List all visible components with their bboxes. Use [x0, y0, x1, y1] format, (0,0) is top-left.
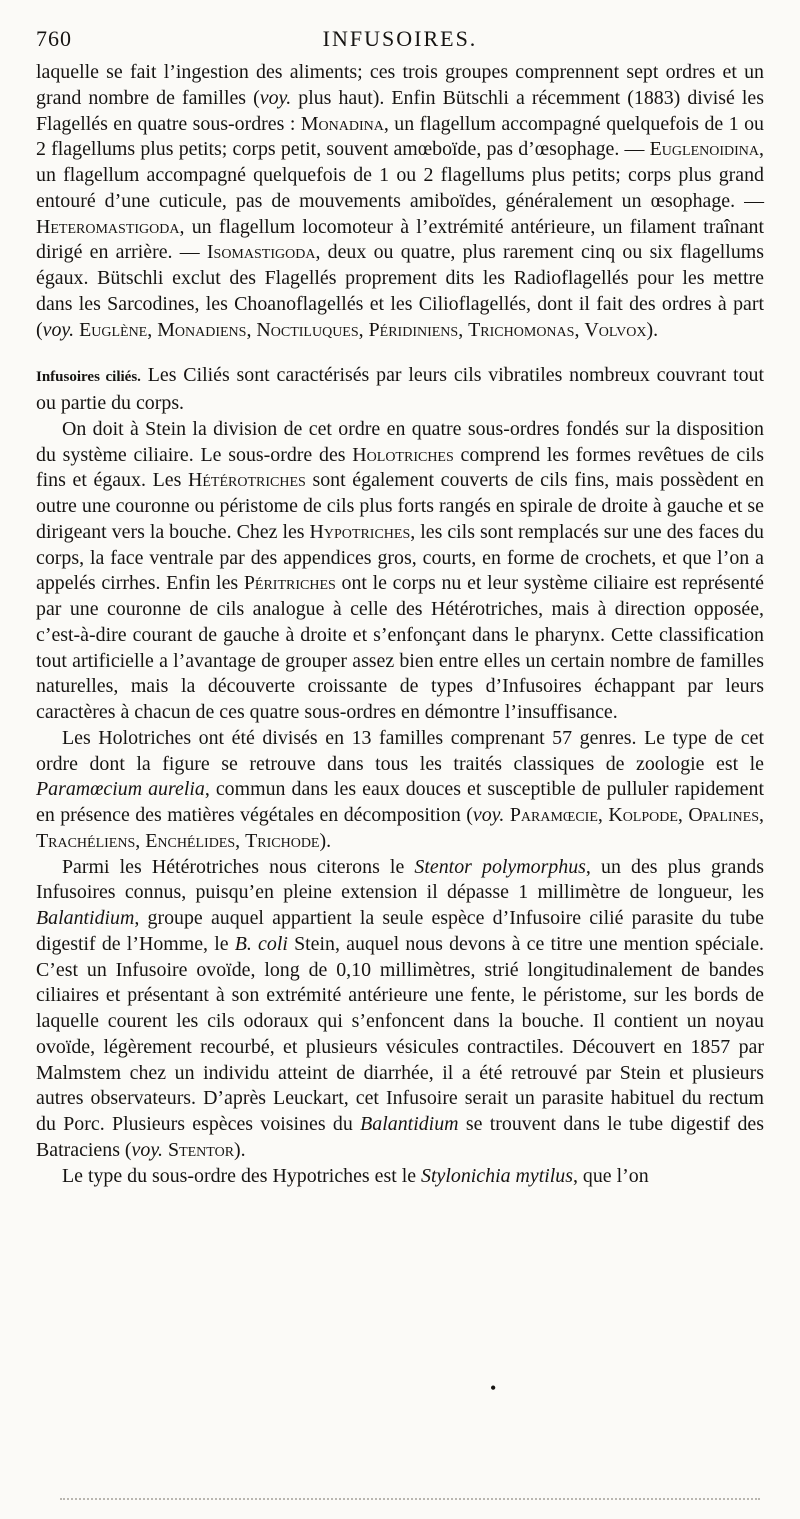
text-run: , — [235, 829, 246, 852]
bottom-mark: • — [490, 1378, 497, 1398]
cross-ref-euglene: Euglène — [79, 318, 148, 341]
text-run: , — [677, 804, 689, 826]
species-paramoecium-aurelia: Paramœcium aurelia — [36, 778, 205, 801]
text-run: , un des plus grands Infusoires connus, puisqu’en pleine extension il dépasse 1 millimètre de longueur, les — [36, 855, 764, 904]
suborder-monadina: Monadina — [300, 112, 384, 135]
text-run: , commun dans les eaux douces et susceptible de pulluler rapidement en présence des matières végétales en décomposition ( — [36, 778, 764, 826]
suborder-heteromastigoda: Heteromastigoda — [36, 215, 180, 238]
term-hypotriches: Hypotriches — [309, 520, 411, 543]
bleed-through-line — [60, 1498, 760, 1500]
text-run: , deux ou quatre, plus rarement cinq ou six flagellums égaux. Bütschli exclut des Flagellés proprement dits les Radioflagellés pour les mettre dans les Sarcodines, les Choanoflagellés et les Cilioflagellés, dont il fait des ordres à part ( — [36, 241, 764, 341]
cross-ref-stentor: Stentor — [168, 1138, 235, 1161]
voy-reference: voy. — [42, 318, 75, 341]
cross-ref-peridiniens: Péridiniens — [368, 318, 459, 341]
voy-reference: voy. — [472, 804, 505, 826]
text-run: Le type du sous-ordre des Hypotriches est le — [62, 1164, 422, 1187]
suborder-euglenoidina: Euglenoidina — [649, 138, 760, 161]
cross-ref-trichode: Trichode — [245, 829, 320, 852]
text-run: On doit à Stein la division de cet ordre en quatre sous-ordres fondés sur la disposition du système ciliaire. Le sous-ordre des — [36, 417, 764, 466]
run-in-heading: Infusoires ciliés. — [36, 369, 141, 386]
voy-reference: voy. — [131, 1138, 164, 1161]
paragraph-heterotriches — [36, 855, 764, 1164]
text-run: , — [135, 829, 146, 852]
text-run: sont également couverts de cils fins, mais possèdent en outre une couronne ou péristome de cils plus forts rangés en spirale de droite à gauche et se dirigeant vers la bouche. Chez les — [36, 469, 764, 543]
paragraph-flagelles-continued — [36, 60, 764, 343]
species-b-coli: B. coli — [234, 932, 288, 955]
cross-ref-trichomonas: Trichomonas — [468, 318, 575, 341]
paragraph-holotriches — [36, 726, 764, 855]
running-title: INFUSOIRES. — [322, 26, 478, 51]
text-run: , un flagellum accompagné quelquefois de 1 ou 2 flagellums plus petits; corps plus grand entouré d’une cuticule, pas de mouvements amiboïdes, généralement un œsophage. — — [36, 138, 764, 212]
body-text — [36, 60, 764, 1189]
term-peritriches: Péritriches — [243, 572, 336, 595]
genus-balantidium: Balantidium — [36, 907, 135, 929]
cross-ref-kolpode: Kolpode — [608, 804, 678, 826]
species-stylonichia-mytilus: Stylonichia mytilus — [421, 1164, 573, 1187]
paragraph-hypotriches — [36, 1164, 764, 1190]
text-run: , — [147, 318, 158, 341]
text-run: , que l’on — [572, 1164, 649, 1187]
cross-ref-noctiluques: Noctiluques — [256, 318, 359, 341]
paragraph-infusoires-cilies — [36, 363, 764, 417]
cross-ref-tracheliens: Trachéliens — [36, 829, 136, 852]
text-run: ). — [319, 829, 332, 852]
page-number: 760 — [36, 26, 72, 51]
text-run: Les Holotriches ont été divisés en 13 familles comprenant 57 genres. Le type de cet ordre dont la figure se retrouve dans tous les traités classiques de zoologie est le — [36, 726, 764, 775]
cross-ref-volvox: Volvox — [584, 318, 647, 341]
text-run: , — [458, 318, 469, 341]
text-run: ont le corps nu et leur système ciliaire est représenté par une couronne de cils analogue à celle des Hétérotriches, mais à direction opposée, c’est-à-dire courant de gauche à droite et s’enfonçant dans le pharynx. Cette classification tout artificielle a l’avantage de grouper assez bien entre elles un certain nombre de familles naturelles, mais la découverte croissante de types d’Infusoires échappant par leurs caractères à chacun de ces quatre sous-ordres en démontre l’insuffisance. — [36, 572, 764, 723]
text-run: , un flagellum accompagné quelquefois de 1 ou 2 flagellums plus petits; corps petit, souvent amœboïde, pas d’œsophage. — — [36, 112, 764, 161]
text-run: , — [574, 318, 585, 341]
text-run: ). — [234, 1138, 246, 1161]
cross-ref-monadiens: Monadiens — [157, 318, 247, 341]
cross-ref-enchelides: Enchélides — [145, 829, 236, 852]
text-run: , un flagellum locomoteur à l’extrémité antérieure, un filament traînant dirigé en arrière. — — [36, 215, 764, 264]
term-holotriches: Holotriches — [352, 443, 454, 466]
text-run: , les cils sont remplacés sur une des faces du corps, la face ventrale par des appendices gros, courts, en forme de crochets, et que l’on a appelés cirrhes. Enfin les — [36, 520, 764, 595]
text-run: se trouvent dans le tube digestif des Batraciens ( — [36, 1113, 764, 1161]
cross-ref-paramoecie: Paramœcie — [509, 804, 598, 826]
genus-balantidium: Balantidium — [360, 1113, 459, 1135]
voy-reference: voy. — [259, 86, 292, 109]
species-stentor-polymorphus: Stentor polymorphus — [414, 855, 586, 878]
text-run: , groupe auquel appartient la seule espèce d’Infusoire cilié parasite du tube digestif de l’Homme, le — [36, 907, 764, 955]
text-run: , — [358, 318, 369, 341]
text-run: Stein, auquel nous devons à ce titre une mention spéciale. C’est un Infusoire ovoïde, long de 0,10 millimètres, strié longitudinalement de bandes ciliaires et présentant à son extrémité antérieure une fente, le péristome, sur les bords de laquelle courent les cils odoraux qui s’enfoncent dans la bouche. Il contient un noyau ovoïde, légèrement recourbé, et plusieurs vésicules contractiles. Découvert en 1857 par Malmstem chez un individu atteint de diarrhée, il a été retrouvé par Stein et plusieurs autres observateurs. D’après Leuckart, cet Infusoire serait un parasite habituel du rectum du Porc. Plusieurs espèces voisines du — [36, 932, 765, 1135]
text-run: Les Ciliés sont caractérisés par leurs cils vibratiles nombreux couvrant tout ou partie du corps. — [36, 364, 764, 414]
cross-ref-opalines: Opalines — [688, 804, 759, 826]
paragraph-stein-classification — [36, 417, 764, 726]
text-run: Parmi les Hétérotriches nous citerons le — [62, 855, 415, 878]
term-heterotriches: Hétérotriches — [188, 469, 306, 492]
text-run: , — [246, 318, 257, 341]
suborder-isomastigoda: Isomastigoda — [206, 241, 316, 264]
text-run: plus haut). Enfin Bütschli a récemment (1883) divisé les Flagellés en quatre sous-ordres : — [36, 86, 764, 135]
running-head — [36, 26, 764, 60]
text-run: , — [758, 804, 764, 826]
text-run: ). — [646, 318, 659, 341]
text-run: laquelle se fait l’ingestion des aliments; ces trois groupes comprennent sept ordres et un grand nombre de familles ( — [36, 61, 764, 109]
text-run: , — [597, 804, 609, 826]
text-run: comprend les formes revêtues de cils fins et égaux. Les — [36, 443, 764, 492]
